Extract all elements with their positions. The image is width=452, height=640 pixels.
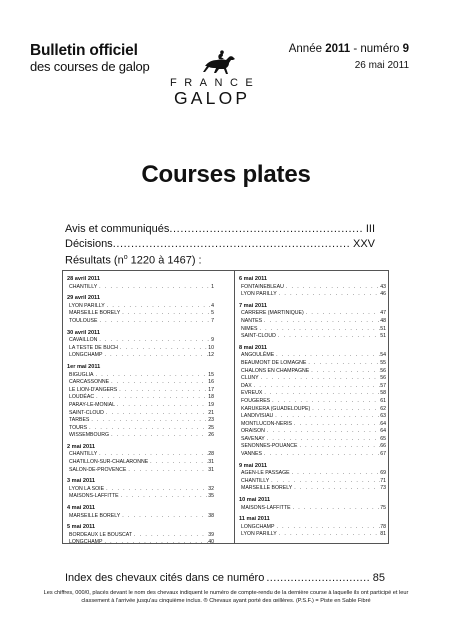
leader-dots (109, 432, 208, 440)
racecourse-entry (239, 413, 386, 421)
leader-dots (259, 375, 381, 383)
page-number: 31 (208, 466, 214, 473)
racecourse-name: LONGCHAMP (69, 539, 103, 546)
leader-dots (87, 425, 208, 433)
page-number: 51 (380, 333, 386, 340)
page-number: 16 (208, 379, 214, 386)
page-number: 43 (380, 283, 386, 290)
leader-dots (269, 478, 380, 486)
leader-dots (252, 383, 381, 391)
race-day-group (67, 295, 214, 325)
leader-dots (120, 513, 208, 521)
page-number: 75 (380, 504, 386, 511)
race-day-date: 3 mai 2011 (67, 478, 95, 485)
summary-label: Décisions (65, 237, 113, 250)
racecourse-name: LYON PARILLY (241, 531, 277, 538)
page-number: 54 (380, 352, 386, 359)
leader-dots (120, 310, 211, 318)
page-number: 28 (208, 451, 214, 458)
racecourse-name: TOULOUSE (69, 317, 98, 324)
race-day-group (67, 524, 214, 547)
race-day-group (67, 364, 214, 440)
racecourse-name: LA TESTE DE BUCH (69, 344, 118, 351)
race-day-group (239, 345, 386, 459)
page-number: 17 (208, 386, 214, 393)
racecourse-entry (239, 398, 386, 406)
racecourse-name: MAISONS-LAFFITTE (241, 504, 291, 511)
results-superscript: o (123, 254, 128, 261)
leader-dots (265, 428, 380, 436)
race-day-date: 2 mai 2011 (67, 443, 95, 450)
racecourse-entry (67, 352, 214, 360)
racecourse-entry (239, 390, 386, 398)
racecourse-entry (239, 451, 386, 459)
racecourse-name: CHANTILLY (69, 283, 98, 290)
summary-item-avis (65, 222, 375, 237)
racecourse-name: CHALONS EN CHAMPAGNE (241, 367, 310, 374)
leader-dots (277, 531, 380, 539)
racecourse-name: PARAY-LE-MONIAL (69, 401, 116, 408)
racecourse-name: SAINT-CLOUD (69, 409, 104, 416)
page-number: 58 (380, 390, 386, 397)
page-number: 57 (380, 382, 386, 389)
issue-info (289, 42, 409, 73)
racecourse-name: LYON LA SOIE (69, 485, 105, 492)
results-column-right (239, 276, 386, 543)
issue-number: 9 (402, 43, 409, 55)
publication-subtitle: des courses de galop (30, 59, 150, 74)
page-number: 64 (380, 428, 386, 435)
leader-dots (277, 291, 380, 299)
racecourse-entry (239, 443, 386, 451)
results-prefix: Résultats (n (65, 254, 124, 267)
racecourse-name: NANTES (241, 317, 263, 324)
racecourse-entry (239, 318, 386, 326)
page-number: 81 (380, 531, 386, 538)
race-day-group (239, 276, 386, 299)
racecourse-name: BIGUGLIA (69, 371, 94, 378)
racecourse-entry (67, 310, 214, 318)
racecourse-name: FONTAINEBLEAU (241, 283, 284, 290)
racecourse-name: VANNES (241, 451, 262, 458)
horse-index-line (65, 571, 385, 585)
racecourse-entry (239, 470, 386, 478)
results-suffix: 1220 à 1467) : (127, 254, 202, 267)
summary (65, 222, 375, 268)
leader-dots (94, 372, 209, 380)
race-day-group (239, 497, 386, 512)
leader-dots (273, 413, 380, 421)
racecourse-entry (239, 333, 386, 341)
page-number: 48 (380, 317, 386, 324)
leader-dots (270, 398, 380, 406)
leader-dots (132, 532, 208, 540)
issue-separator: - numéro (353, 43, 400, 55)
page-number: 25 (208, 424, 214, 431)
racecourse-entry (67, 493, 214, 501)
page-number: 15 (208, 371, 214, 378)
racecourse-name: BORDEAUX LE BOUSCAT (69, 531, 133, 538)
page-number: 39 (208, 531, 214, 538)
racecourse-entry (67, 337, 214, 345)
racecourse-entry (67, 318, 214, 326)
racecourse-name: SENONNES-POUANCE (241, 443, 298, 450)
racecourse-name: MONTLUCON-NERIS (241, 420, 293, 427)
race-day-group (239, 463, 386, 493)
leader-dots (113, 237, 351, 252)
page-number: 31 (208, 459, 214, 466)
racecourse-name: WISSEMBOURG (69, 432, 110, 439)
race-day-date: 10 mai 2011 (239, 497, 271, 504)
leader-dots (97, 451, 208, 459)
leader-dots (104, 486, 208, 494)
race-day-group (239, 516, 386, 539)
issue-line (289, 42, 409, 56)
racecourse-entry (67, 303, 214, 311)
page-number: 26 (208, 432, 214, 439)
leader-dots (262, 390, 380, 398)
racecourse-name: LONGCHAMP (69, 352, 103, 359)
page-title: Courses plates (141, 161, 311, 188)
racecourse-entry (239, 291, 386, 299)
logo-france-text: FRANCE (170, 77, 261, 89)
leader-dots (102, 539, 208, 547)
racecourse-name: LE LION-D'ANGERS (69, 386, 118, 393)
page-number: 21 (208, 409, 214, 416)
racecourse-entry (67, 345, 214, 353)
racecourse-name: ANGOULÊME (241, 352, 275, 359)
racecourse-name: LYON PARILLY (241, 291, 277, 298)
leader-dots (97, 318, 211, 326)
page-number: 47 (380, 310, 386, 317)
race-day-date: 8 mai 2011 (239, 344, 267, 351)
index-page: 85 (372, 572, 385, 584)
leader-dots (274, 524, 380, 532)
publication-header (30, 42, 150, 74)
leader-dots (117, 387, 208, 395)
racecourse-name: CHATILLON-SUR-CHALARONNE (69, 459, 149, 466)
racecourse-entry (239, 524, 386, 532)
results-column-left (67, 276, 214, 551)
page-number: 64 (380, 420, 386, 427)
leader-dots (97, 337, 211, 345)
leader-dots (148, 459, 208, 467)
leader-dots (104, 410, 208, 418)
page-number: 1 (211, 283, 214, 290)
racecourse-entry (67, 410, 214, 418)
leader-dots (102, 352, 208, 360)
leader-dots (306, 360, 380, 368)
racecourse-entry (67, 284, 214, 292)
racecourse-name: MAISONS-LAFFITTE (69, 493, 119, 500)
page-number: 5 (211, 310, 214, 317)
leader-dots (262, 318, 380, 326)
racecourse-name: LONGCHAMP (241, 523, 275, 530)
footnote: Les chiffres, 000/0, placés devant le nom des chevaux indiquent le numéro de compte-rendu de la dernière course à laquelle ils ont participé et leur classement à l'arrivée jusqu'au cinquième inclus. ® Chevaux ayant porté des œillères. (P.S.F.) = Piste en Sable Fibré (43, 590, 409, 604)
leader-dots (304, 310, 380, 318)
page-number: 46 (380, 291, 386, 298)
race-day-group (67, 444, 214, 474)
racecourse-name: ORAISON (241, 428, 265, 435)
racecourse-name: CAVAILLON (69, 337, 98, 344)
racecourse-entry (67, 432, 214, 440)
racecourse-name: MARSEILLE BORELY (69, 310, 121, 317)
racecourse-name: EVREUX (241, 390, 263, 397)
racecourse-entry (239, 428, 386, 436)
racecourse-entry (239, 485, 386, 493)
leader-dots (119, 493, 209, 501)
column-divider (234, 271, 235, 543)
racecourse-entry (239, 406, 386, 414)
leader-dots (265, 436, 380, 444)
racecourse-entry (239, 310, 386, 318)
page-number: 10 (208, 344, 214, 351)
race-day-group (67, 505, 214, 520)
racecourse-entry (239, 531, 386, 539)
racecourse-name: LOUDÉAC (69, 394, 95, 401)
race-day-date: 1er mai 2011 (67, 363, 101, 370)
leader-dots (109, 379, 208, 387)
page-number: 67 (380, 451, 386, 458)
racecourse-name: TOURS (69, 424, 88, 431)
page-number: 61 (380, 397, 386, 404)
racecourse-entry (67, 394, 214, 402)
racecourse-name: FOUGERES (241, 397, 271, 404)
racecourse-name: LYON PARILLY (69, 302, 105, 309)
race-day-group (67, 276, 214, 291)
racecourse-entry (239, 284, 386, 292)
page-number: 9 (211, 337, 214, 344)
leader-dots (298, 443, 381, 451)
racecourse-entry (239, 383, 386, 391)
racecourse-entry (67, 532, 214, 540)
publication-title: Bulletin officiel (30, 42, 138, 59)
race-day-date: 7 mai 2011 (239, 302, 267, 309)
index-label: Index des chevaux cités dans ce numéro (65, 572, 265, 584)
leader-dots (126, 467, 208, 475)
page-number: 78 (380, 523, 386, 530)
issue-date: 26 mai 2011 (354, 60, 409, 71)
racecourse-name: SAVENAY (241, 435, 265, 442)
racecourse-name: DAX (241, 382, 252, 389)
racecourse-name: MARSEILLE BORELY (69, 512, 121, 519)
racecourse-entry (67, 425, 214, 433)
race-day-date: 6 mai 2011 (239, 276, 267, 282)
leader-dots (115, 402, 208, 410)
race-day-group (67, 478, 214, 501)
page-number: 73 (380, 485, 386, 492)
racecourse-name: TARBES (69, 417, 90, 424)
racecourse-entry (67, 467, 214, 475)
page-number: 55 (380, 359, 386, 366)
leader-dots (118, 345, 208, 353)
racecourse-name: SALON-DE-PROVENCE (69, 466, 127, 473)
page-number: 23 (208, 417, 214, 424)
leader-dots (291, 505, 381, 513)
leader-dots (309, 368, 380, 376)
summary-page: XXV (352, 237, 375, 250)
race-day-date: 28 avril 2011 (67, 276, 100, 282)
leader-dots (310, 406, 380, 414)
racecourse-name: MARSEILLE BORELY (241, 485, 293, 492)
racecourse-entry (239, 375, 386, 383)
page-number: 71 (380, 477, 386, 484)
leader-dots (94, 394, 208, 402)
racecourse-entry (239, 352, 386, 360)
horse-rider-icon (202, 50, 236, 76)
racecourse-entry (67, 379, 214, 387)
page-number: 35 (208, 493, 214, 500)
page-number: 32 (208, 485, 214, 492)
race-day-date: 4 mai 2011 (67, 505, 95, 512)
racecourse-name: KARUKERA (GUADELOUPE) (241, 405, 311, 412)
results-index-box (62, 270, 389, 544)
summary-item-decisions (65, 237, 375, 252)
racecourse-name: SAINT-CLOUD (241, 333, 276, 340)
racecourse-entry (239, 436, 386, 444)
race-day-date: 30 avril 2011 (67, 329, 100, 336)
page-number: 56 (380, 375, 386, 382)
leader-dots (292, 421, 380, 429)
racecourse-entry (239, 478, 386, 486)
page-number: 18 (208, 394, 214, 401)
leader-dots (276, 333, 380, 341)
race-day-group (239, 303, 386, 341)
race-day-group (67, 330, 214, 360)
page-number: 19 (208, 401, 214, 408)
issue-prefix: Année (288, 43, 322, 55)
page-number: 38 (208, 512, 214, 519)
leader-dots (169, 222, 363, 237)
racecourse-entry (67, 402, 214, 410)
leader-dots (292, 485, 380, 493)
page-number: 56 (380, 367, 386, 374)
racecourse-entry (67, 486, 214, 494)
leader-dots (257, 326, 380, 334)
racecourse-name: CARRERE (MARTINIQUE) (241, 310, 304, 317)
page-number: 62 (380, 405, 386, 412)
racecourse-entry (239, 360, 386, 368)
racecourse-entry (67, 513, 214, 521)
leader-dots (262, 451, 380, 459)
page-number: 65 (380, 435, 386, 442)
racecourse-entry (67, 417, 214, 425)
racecourse-name: CHANTILLY (69, 451, 98, 458)
leader-dots (264, 571, 369, 585)
issue-year: 2011 (325, 43, 351, 55)
leader-dots (284, 284, 380, 292)
racecourse-entry (67, 372, 214, 380)
racecourse-entry (67, 539, 214, 547)
racecourse-name: CLUNY (241, 375, 259, 382)
racecourse-name: BEAUMONT DE LOMAGNE (241, 359, 307, 366)
page-number: 63 (380, 413, 386, 420)
page-number: 12 (208, 352, 214, 359)
summary-page: III (365, 223, 375, 235)
leader-dots (105, 303, 211, 311)
leader-dots (274, 352, 380, 360)
summary-label: Avis et communiqués (65, 223, 170, 235)
racecourse-entry (239, 505, 386, 513)
page-number: 7 (211, 317, 214, 324)
racecourse-name: LANDIVISIAU (241, 413, 274, 420)
page-number: 66 (380, 443, 386, 450)
racecourse-name: NIMES (241, 325, 258, 332)
page-number: 51 (380, 325, 386, 332)
race-day-date: 5 mai 2011 (67, 524, 95, 531)
race-day-date: 9 mai 2011 (239, 462, 267, 469)
leader-dots (97, 284, 211, 292)
racecourse-name: CARCASSONNE (69, 379, 110, 386)
leader-dots (89, 417, 208, 425)
racecourse-entry (67, 459, 214, 467)
page-number: 40 (208, 539, 214, 546)
racecourse-entry (67, 451, 214, 459)
summary-results (65, 251, 375, 268)
logo-galop-text: GALOP (174, 88, 251, 108)
racecourse-entry (239, 421, 386, 429)
race-day-date: 11 mai 2011 (239, 516, 270, 523)
page-number: 4 (211, 302, 214, 309)
racecourse-entry (239, 368, 386, 376)
page-number: 69 (380, 470, 386, 477)
leader-dots (290, 470, 381, 478)
race-day-date: 29 avril 2011 (67, 295, 100, 302)
racecourse-name: AGEN-LE PASSAGE (241, 470, 290, 477)
racecourse-entry (239, 326, 386, 334)
racecourse-name: CHANTILLY (241, 477, 270, 484)
